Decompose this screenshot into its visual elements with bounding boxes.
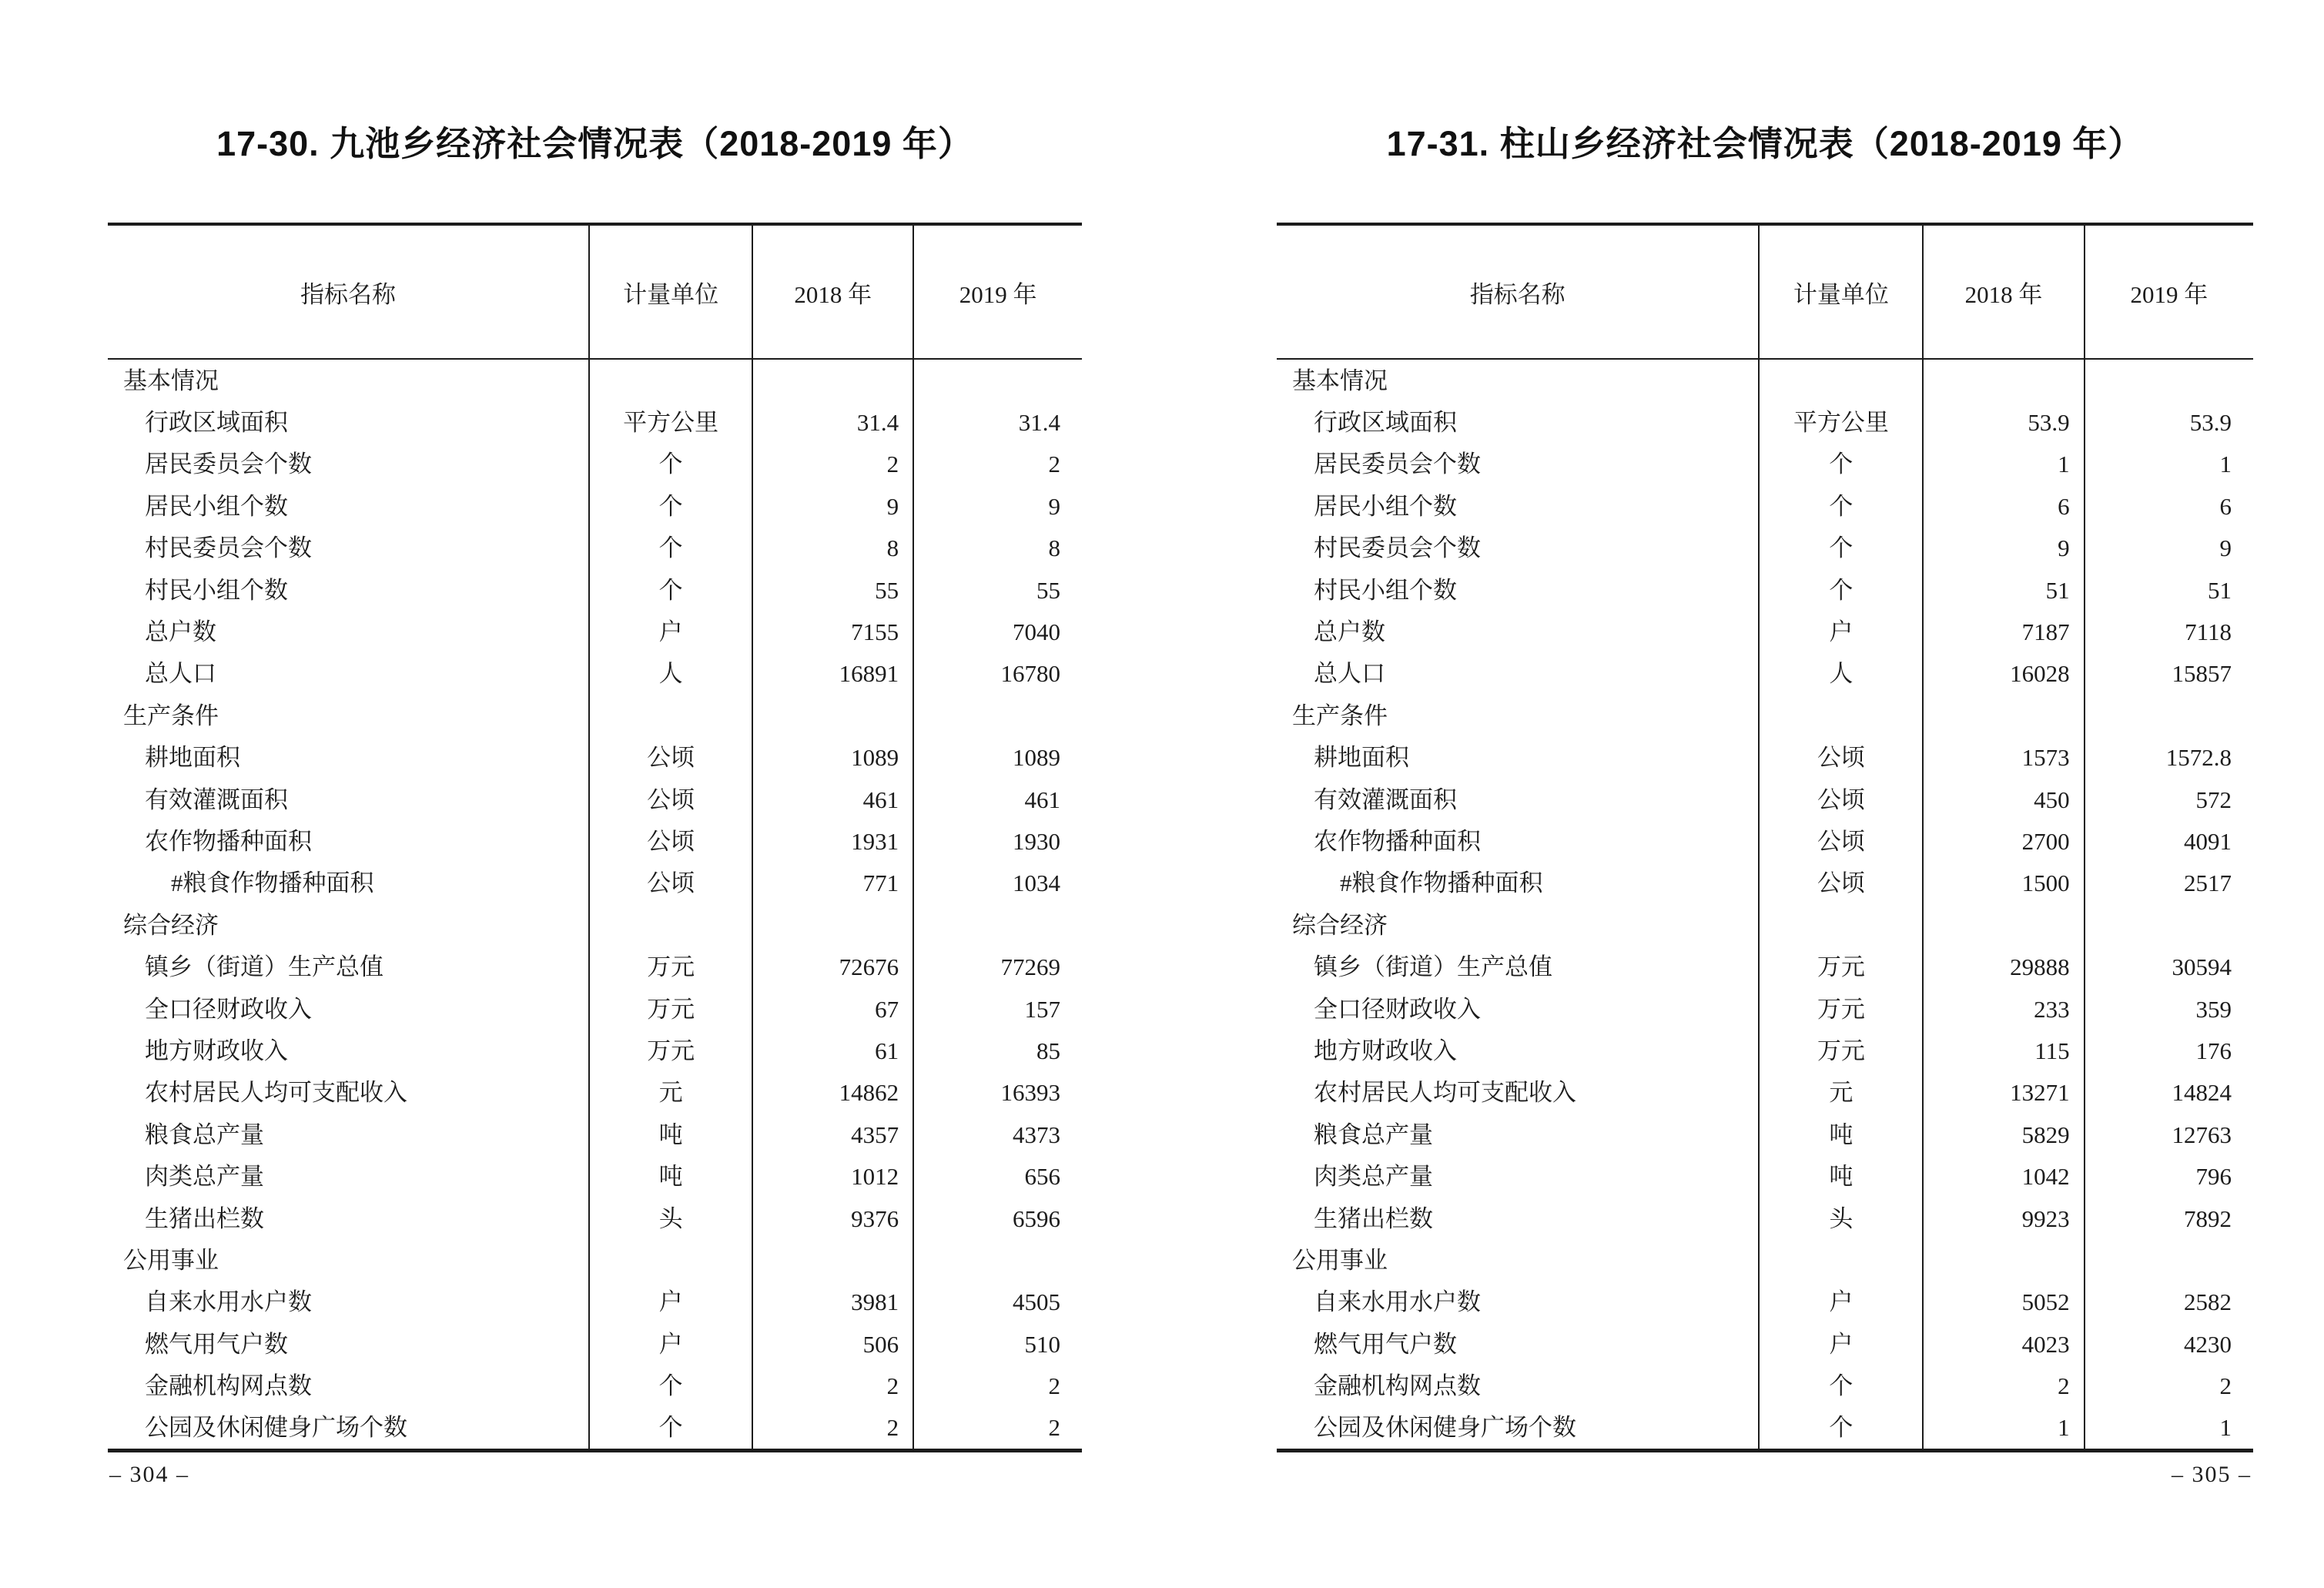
column-header-unit: 计量单位 <box>1759 224 1923 359</box>
value-2018-cell: 2700 <box>1923 820 2084 862</box>
unit-cell: 公顷 <box>1759 737 1923 779</box>
unit-cell: 公顷 <box>589 863 753 904</box>
value-2019-cell <box>913 695 1082 736</box>
table-row <box>108 528 1082 569</box>
value-2018-cell: 3981 <box>752 1281 913 1323</box>
unit-cell: 户 <box>1759 1323 1923 1365</box>
value-2019-cell: 572 <box>2195 786 2232 813</box>
unit-cell: 户 <box>589 1281 753 1323</box>
unit-cell: 户 <box>1759 1281 1923 1323</box>
value-2018-cell: 1012 <box>752 1155 913 1197</box>
unit-cell: 个 <box>589 528 753 569</box>
unit-cell: 人 <box>1759 653 1923 695</box>
unit-cell: 公顷 <box>589 820 753 862</box>
indicator-name-cell: 地方财政收入 <box>108 1030 589 1071</box>
table-row <box>1277 1072 2253 1114</box>
table-row <box>108 1198 1082 1239</box>
indicator-name-cell: 粮食总产量 <box>1277 1114 1759 1155</box>
value-2019-cell: 6 <box>2219 492 2232 520</box>
unit-cell: 公顷 <box>1759 820 1923 862</box>
value-2019-cell: 4230 <box>2184 1330 2232 1358</box>
table-header <box>108 224 1082 359</box>
value-2019-cell <box>2085 1239 2253 1281</box>
unit-cell: 人 <box>589 653 753 695</box>
indicator-name-cell: 公园及休闲健身广场个数 <box>1277 1407 1759 1451</box>
table-row <box>1277 444 2253 485</box>
value-2018-cell: 115 <box>1923 1030 2084 1071</box>
table-row <box>108 569 1082 611</box>
indicator-name-cell: 村民委员会个数 <box>108 528 589 569</box>
table-row <box>1277 569 2253 611</box>
column-header-unit: 计量单位 <box>589 224 753 359</box>
unit-cell: 个 <box>589 1365 753 1406</box>
indicator-name-cell: 行政区域面积 <box>108 401 589 443</box>
unit-cell: 户 <box>1759 611 1923 652</box>
table-row <box>1277 1407 2253 1451</box>
table-row <box>1277 946 2253 987</box>
value-2018-cell <box>1923 695 2084 736</box>
indicator-name-cell: 居民小组个数 <box>108 485 589 527</box>
unit-cell <box>1759 1239 1923 1281</box>
table-row <box>1277 1198 2253 1239</box>
value-2019-cell: 31.4 <box>1018 409 1060 437</box>
column-header-indicator: 指标名称 <box>1277 224 1759 359</box>
table-row <box>108 1155 1082 1197</box>
table-row <box>1277 401 2253 443</box>
table-row <box>1277 1323 2253 1365</box>
value-2018-cell <box>752 359 913 401</box>
indicator-name-cell: 农村居民人均可支配收入 <box>1277 1072 1759 1114</box>
value-2018-cell <box>752 695 913 736</box>
value-2019-cell: 1 <box>2219 451 2232 478</box>
indicator-name-cell: 燃气用气户数 <box>108 1323 589 1365</box>
table-header <box>1277 224 2253 359</box>
table-row <box>1277 863 2253 904</box>
value-2019-cell: 7040 <box>1013 618 1060 646</box>
value-2018-cell: 1500 <box>1923 863 2084 904</box>
value-2018-cell: 14862 <box>752 1072 913 1114</box>
indicator-name-cell: 公园及休闲健身广场个数 <box>108 1407 589 1451</box>
unit-cell: 万元 <box>589 988 753 1030</box>
indicator-name-cell: 综合经济 <box>1277 904 1759 946</box>
unit-cell: 元 <box>1759 1072 1923 1114</box>
value-2019-cell: 6596 <box>1013 1204 1060 1232</box>
value-2019-cell: 510 <box>1024 1330 1060 1358</box>
indicator-name-cell: 村民委员会个数 <box>1277 528 1759 569</box>
indicator-name-cell: 总户数 <box>1277 611 1759 652</box>
indicator-name-cell: 农作物播种面积 <box>108 820 589 862</box>
table-row <box>108 863 1082 904</box>
indicator-name-cell: 生产条件 <box>108 695 589 736</box>
value-2018-cell <box>1923 904 2084 946</box>
table-row <box>1277 359 2253 401</box>
unit-cell: 个 <box>589 485 753 527</box>
value-2018-cell: 9 <box>752 485 913 527</box>
indicator-name-cell: 公用事业 <box>1277 1239 1759 1281</box>
value-2019-cell: 461 <box>1024 786 1060 813</box>
table-row <box>108 1407 1082 1451</box>
unit-cell: 公顷 <box>1759 863 1923 904</box>
value-2018-cell: 1 <box>1923 444 2084 485</box>
indicator-name-cell: 镇乡（街道）生产总值 <box>1277 946 1759 987</box>
value-2019-cell <box>2085 904 2253 946</box>
unit-cell: 个 <box>1759 1407 1923 1451</box>
value-2019-cell: 1034 <box>1013 869 1060 897</box>
value-2019-cell: 85 <box>1036 1037 1060 1064</box>
value-2019-cell: 4505 <box>1013 1288 1060 1316</box>
value-2019-cell: 30594 <box>2172 953 2232 981</box>
unit-cell: 个 <box>589 444 753 485</box>
indicator-name-cell: 地方财政收入 <box>1277 1030 1759 1071</box>
unit-cell: 个 <box>1759 1365 1923 1406</box>
indicator-name-cell: 金融机构网点数 <box>1277 1365 1759 1406</box>
value-2019-cell: 15857 <box>2172 660 2232 688</box>
value-2019-cell: 12763 <box>2172 1121 2232 1148</box>
value-2018-cell: 7155 <box>752 611 913 652</box>
value-2018-cell: 1089 <box>752 737 913 779</box>
indicator-name-cell: 综合经济 <box>108 904 589 946</box>
value-2018-cell: 72676 <box>752 946 913 987</box>
unit-cell: 个 <box>589 1407 753 1451</box>
value-2019-cell: 176 <box>2195 1037 2232 1064</box>
value-2018-cell: 233 <box>1923 988 2084 1030</box>
indicator-name-cell: 金融机构网点数 <box>108 1365 589 1406</box>
value-2019-cell: 51 <box>2208 576 2232 604</box>
header-row <box>108 224 1082 359</box>
value-2019-cell: 1 <box>2219 1414 2232 1442</box>
unit-cell: 吨 <box>589 1155 753 1197</box>
value-2019-cell: 656 <box>1024 1163 1060 1191</box>
value-2019-cell: 55 <box>1036 576 1060 604</box>
indicator-name-cell: #粮食作物播种面积 <box>1277 863 1759 904</box>
indicator-name-cell: 农村居民人均可支配收入 <box>108 1072 589 1114</box>
unit-cell: 吨 <box>1759 1114 1923 1155</box>
table-row <box>1277 485 2253 527</box>
unit-cell: 个 <box>1759 528 1923 569</box>
value-2018-cell: 1573 <box>1923 737 2084 779</box>
unit-cell: 户 <box>589 1323 753 1365</box>
indicator-name-cell: 有效灌溉面积 <box>108 779 589 820</box>
table-row <box>108 1239 1082 1281</box>
column-header-2019: 2019 年 <box>2085 224 2253 359</box>
page-number-right: – 305 – <box>2172 1462 2252 1487</box>
value-2018-cell: 2 <box>752 444 913 485</box>
value-2019-cell: 359 <box>2195 995 2232 1023</box>
indicator-name-cell: 农作物播种面积 <box>1277 820 1759 862</box>
value-2018-cell: 13271 <box>1923 1072 2084 1114</box>
indicator-name-cell: 村民小组个数 <box>1277 569 1759 611</box>
indicator-name-cell: 基本情况 <box>108 359 589 401</box>
table-row <box>108 737 1082 779</box>
table-row <box>1277 1239 2253 1281</box>
value-2019-cell: 7118 <box>2185 618 2232 646</box>
column-header-indicator: 指标名称 <box>108 224 589 359</box>
unit-cell: 万元 <box>589 1030 753 1071</box>
table-row <box>108 1030 1082 1071</box>
table-row <box>108 1365 1082 1406</box>
indicator-name-cell: 生猪出栏数 <box>1277 1198 1759 1239</box>
value-2019-cell: 7892 <box>2184 1204 2232 1232</box>
indicator-name-cell: 有效灌溉面积 <box>1277 779 1759 820</box>
value-2018-cell <box>752 904 913 946</box>
value-2018-cell: 1042 <box>1923 1155 2084 1197</box>
value-2018-cell: 2 <box>752 1365 913 1406</box>
unit-cell: 个 <box>1759 444 1923 485</box>
value-2018-cell: 5829 <box>1923 1114 2084 1155</box>
indicator-name-cell: 居民委员会个数 <box>1277 444 1759 485</box>
table-row <box>108 820 1082 862</box>
indicator-name-cell: 肉类总产量 <box>108 1155 589 1197</box>
value-2018-cell: 9923 <box>1923 1198 2084 1239</box>
unit-cell: 个 <box>1759 485 1923 527</box>
value-2019-cell: 1930 <box>1013 827 1060 855</box>
unit-cell: 平方公里 <box>589 401 753 443</box>
unit-cell: 公顷 <box>589 737 753 779</box>
value-2018-cell: 506 <box>752 1323 913 1365</box>
unit-cell: 平方公里 <box>1759 401 1923 443</box>
indicator-name-cell: 居民小组个数 <box>1277 485 1759 527</box>
value-2019-cell: 4091 <box>2184 827 2232 855</box>
value-2018-cell: 9 <box>1923 528 2084 569</box>
page-title: 17-30. 九池乡经济社会情况表（2018-2019 年） <box>216 124 973 163</box>
value-2018-cell: 51 <box>1923 569 2084 611</box>
table-row <box>108 653 1082 695</box>
value-2018-cell: 771 <box>752 863 913 904</box>
indicator-name-cell: 基本情况 <box>1277 359 1759 401</box>
value-2019-cell: 4373 <box>1013 1121 1060 1148</box>
table-body <box>1277 359 2253 1451</box>
value-2019-cell: 2517 <box>2184 869 2232 897</box>
value-2018-cell <box>752 1239 913 1281</box>
value-2019-cell: 77269 <box>1000 953 1060 981</box>
statistics-table <box>108 223 1082 1452</box>
indicator-name-cell: 公用事业 <box>108 1239 589 1281</box>
value-2019-cell <box>2085 359 2253 401</box>
value-2019-cell: 8 <box>1048 534 1060 562</box>
table-row <box>1277 695 2253 736</box>
table-row <box>1277 1030 2253 1071</box>
table-row <box>108 946 1082 987</box>
unit-cell: 万元 <box>589 946 753 987</box>
value-2018-cell: 1931 <box>752 820 913 862</box>
table-row <box>1277 1114 2253 1155</box>
table-row <box>1277 1155 2253 1197</box>
value-2019-cell <box>2085 695 2253 736</box>
unit-cell: 户 <box>589 611 753 652</box>
value-2018-cell: 8 <box>752 528 913 569</box>
value-2019-cell: 16780 <box>1000 660 1060 688</box>
page-number-left: – 304 – <box>109 1462 189 1487</box>
value-2018-cell: 5052 <box>1923 1281 2084 1323</box>
value-2018-cell: 53.9 <box>1923 401 2084 443</box>
value-2018-cell: 4357 <box>752 1114 913 1155</box>
right-page-section <box>1277 0 2253 1588</box>
left-page-section <box>108 0 1082 1588</box>
page-title: 17-31. 柱山乡经济社会情况表（2018-2019 年） <box>1386 124 2144 163</box>
value-2019-cell: 14824 <box>2172 1079 2232 1107</box>
unit-cell: 公顷 <box>1759 779 1923 820</box>
table-row <box>1277 779 2253 820</box>
unit-cell: 元 <box>589 1072 753 1114</box>
value-2018-cell: 16891 <box>752 653 913 695</box>
unit-cell: 个 <box>1759 569 1923 611</box>
value-2018-cell: 67 <box>752 988 913 1030</box>
table-row <box>1277 611 2253 652</box>
unit-cell: 万元 <box>1759 1030 1923 1071</box>
indicator-name-cell: 总人口 <box>1277 653 1759 695</box>
table-row <box>108 1281 1082 1323</box>
value-2018-cell: 2 <box>1923 1365 2084 1406</box>
table-row <box>1277 904 2253 946</box>
unit-cell: 头 <box>1759 1198 1923 1239</box>
indicator-name-cell: 总人口 <box>108 653 589 695</box>
value-2018-cell: 61 <box>752 1030 913 1071</box>
indicator-name-cell: 自来水用水户数 <box>108 1281 589 1323</box>
statistics-table <box>1277 223 2253 1452</box>
indicator-name-cell: 耕地面积 <box>1277 737 1759 779</box>
table-row <box>108 611 1082 652</box>
table-row <box>1277 737 2253 779</box>
value-2018-cell: 9376 <box>752 1198 913 1239</box>
indicator-name-cell: 生猪出栏数 <box>108 1198 589 1239</box>
table-body <box>108 359 1082 1451</box>
value-2019-cell: 53.9 <box>2189 409 2232 437</box>
value-2018-cell: 1 <box>1923 1407 2084 1451</box>
unit-cell: 个 <box>589 569 753 611</box>
unit-cell <box>1759 904 1923 946</box>
table-row <box>108 1323 1082 1365</box>
value-2019-cell: 9 <box>1048 492 1060 520</box>
value-2019-cell: 9 <box>2219 534 2232 562</box>
value-2019-cell: 157 <box>1024 995 1060 1023</box>
unit-cell <box>589 695 753 736</box>
table-row <box>1277 653 2253 695</box>
table-row <box>108 904 1082 946</box>
table-row <box>108 988 1082 1030</box>
table-row <box>108 485 1082 527</box>
indicator-name-cell: 村民小组个数 <box>108 569 589 611</box>
indicator-name-cell: 生产条件 <box>1277 695 1759 736</box>
value-2019-cell: 2 <box>2219 1372 2232 1400</box>
unit-cell <box>589 1239 753 1281</box>
value-2018-cell <box>1923 359 2084 401</box>
value-2019-cell: 1572.8 <box>2165 744 2232 772</box>
value-2019-cell <box>913 359 1082 401</box>
header-row <box>1277 224 2253 359</box>
value-2018-cell: 450 <box>1923 779 2084 820</box>
table-row <box>108 401 1082 443</box>
value-2019-cell: 1089 <box>1013 744 1060 772</box>
indicator-name-cell: 粮食总产量 <box>108 1114 589 1155</box>
table-row <box>108 1114 1082 1155</box>
unit-cell: 吨 <box>1759 1155 1923 1197</box>
column-header-2019: 2019 年 <box>913 224 1082 359</box>
table-row <box>1277 528 2253 569</box>
value-2018-cell: 29888 <box>1923 946 2084 987</box>
indicator-name-cell: 自来水用水户数 <box>1277 1281 1759 1323</box>
value-2019-cell: 796 <box>2195 1163 2232 1191</box>
unit-cell: 头 <box>589 1198 753 1239</box>
value-2019-cell: 2 <box>1048 451 1060 478</box>
table-row <box>1277 988 2253 1030</box>
unit-cell: 万元 <box>1759 946 1923 987</box>
table-row <box>108 695 1082 736</box>
unit-cell <box>589 904 753 946</box>
table-row <box>108 1072 1082 1114</box>
indicator-name-cell: 全口径财政收入 <box>1277 988 1759 1030</box>
value-2019-cell: 2 <box>1048 1414 1060 1442</box>
value-2019-cell <box>913 1239 1082 1281</box>
unit-cell <box>1759 695 1923 736</box>
unit-cell <box>589 359 753 401</box>
unit-cell: 公顷 <box>589 779 753 820</box>
indicator-name-cell: 燃气用气户数 <box>1277 1323 1759 1365</box>
value-2018-cell: 4023 <box>1923 1323 2084 1365</box>
value-2018-cell: 31.4 <box>752 401 913 443</box>
value-2018-cell: 2 <box>752 1407 913 1451</box>
unit-cell: 吨 <box>589 1114 753 1155</box>
indicator-name-cell: 镇乡（街道）生产总值 <box>108 946 589 987</box>
column-header-2018: 2018 年 <box>1923 224 2084 359</box>
value-2018-cell: 16028 <box>1923 653 2084 695</box>
value-2018-cell: 55 <box>752 569 913 611</box>
column-header-2018: 2018 年 <box>752 224 913 359</box>
table-row <box>108 444 1082 485</box>
indicator-name-cell: 全口径财政收入 <box>108 988 589 1030</box>
table-row <box>1277 1281 2253 1323</box>
value-2019-cell: 2 <box>1048 1372 1060 1400</box>
value-2018-cell: 461 <box>752 779 913 820</box>
table-row <box>1277 820 2253 862</box>
indicator-name-cell: 居民委员会个数 <box>108 444 589 485</box>
unit-cell: 万元 <box>1759 988 1923 1030</box>
value-2019-cell: 16393 <box>1000 1079 1060 1107</box>
table-row <box>108 359 1082 401</box>
indicator-name-cell: 总户数 <box>108 611 589 652</box>
unit-cell <box>1759 359 1923 401</box>
table-row <box>108 779 1082 820</box>
value-2019-cell: 2582 <box>2184 1288 2232 1316</box>
value-2018-cell: 6 <box>1923 485 2084 527</box>
indicator-name-cell: 耕地面积 <box>108 737 589 779</box>
indicator-name-cell: 肉类总产量 <box>1277 1155 1759 1197</box>
table-row <box>1277 1365 2253 1406</box>
value-2018-cell <box>1923 1239 2084 1281</box>
indicator-name-cell: 行政区域面积 <box>1277 401 1759 443</box>
indicator-name-cell: #粮食作物播种面积 <box>108 863 589 904</box>
value-2019-cell <box>913 904 1082 946</box>
value-2018-cell: 7187 <box>1923 611 2084 652</box>
